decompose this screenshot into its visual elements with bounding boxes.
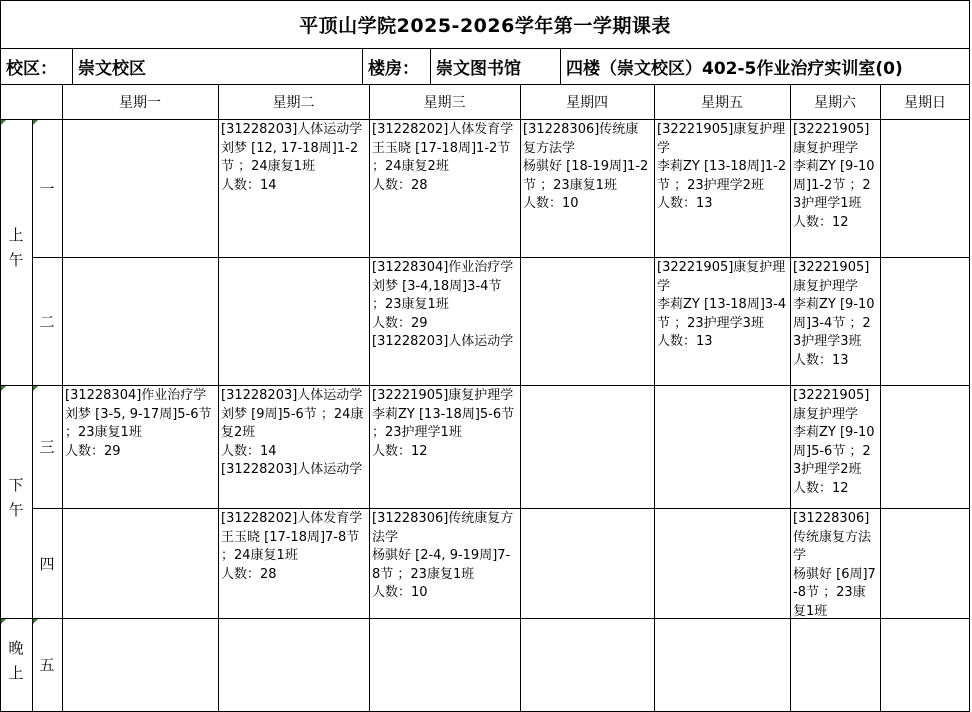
period-label-5: 五 [39,656,55,674]
day-header-4: 星期四 [566,94,608,111]
course-cell: [31228202]人体发育学 王玉晓 [17-18周]1-2节 ；24康复2班 人数：28 [372,122,514,193]
course-cell: [32221905]康复护理学 李莉ZY [13-18周]5-6节 ；23护理学1班 人数：12 [372,388,515,459]
day-header-5: 星期五 [701,94,743,111]
day-header-6: 星期六 [814,94,856,111]
course-cell: [31228203]人体运动学 刘梦 [9周]5-6节 ；24康复2班 人数：14 [31228203]人体运动学 [221,388,364,477]
course-cell: [32221905]康复护理学 李莉ZY [9-10周]1-2节 ；23护理学1班 人数：12 [793,122,875,230]
day-header-3: 星期三 [423,94,466,111]
day-header-7: 星期日 [904,94,946,111]
session-label-3: 晚上 [6,639,25,690]
period-label-2: 二 [39,312,55,331]
period-label-1: 一 [39,179,55,198]
day-header-2: 星期二 [272,94,315,111]
course-cell: [32221905]康复护理学 李莉ZY [9-10周]5-6节 ；23护理学2班 人数：12 [793,388,875,496]
campus-label: 校区： [6,58,57,79]
building-value: 崇文图书馆 [436,58,521,79]
course-cell: [31228304]作业治疗学 刘梦 [3-5, 9-17周]5-6节 ；23康复1班 人数：29 [65,388,212,459]
course-cell: [31228203]人体运动学 刘梦 [12, 17-18周]1-2节 ；24康复1班 人数：14 [221,122,363,193]
day-header-1: 星期一 [119,94,161,111]
sheet-title: 平顶山学院2025-2026学年第一学期课表 [299,14,671,37]
period-label-4: 四 [39,554,55,573]
period-label-3: 三 [39,438,55,456]
course-cell: [31228306]传统康复方法学 杨骐好 [2-4, 9-19周]7-8节 ；23康复1班 人数：10 [372,511,514,600]
course-cell: [31228306]传统康复方法学 杨骐好 [6周]7-8节 ；23康复1班 [793,511,876,618]
course-cell: [32221905]康复护理学 李莉ZY [13-18周]1-2节 ；23护理学2班 人数：13 [657,122,787,211]
building-label: 楼房： [368,58,419,79]
course-cell: [31228304]作业治疗学 刘梦 [3-4,18周]3-4节 ；23康复1班 人数：29 [31228203]人体运动学 [372,260,514,349]
course-cell: [32221905]康复护理学 李莉ZY [9-10周]3-4节 ；23护理学3班 人数：13 [793,260,875,368]
course-cell: [31228202]人体发育学 王玉晓 [17-18周]7-8节 ；24康复1班 人数：28 [221,511,363,582]
session-label-1: 上午 [6,227,25,277]
room-value: 四楼（崇文校区）402-5作业治疗实训室(0) [566,58,903,79]
course-cell: [31228306]传统康复方法学 杨骐好 [18-19周]1-2节 ；23康复1班 人数：10 [523,122,649,211]
session-label-2: 下午 [6,476,25,527]
course-cell: [32221905]康复护理学 李莉ZY [13-18周]3-4节 ；23护理学3班 人数：13 [657,260,787,349]
campus-value: 崇文校区 [78,58,146,79]
